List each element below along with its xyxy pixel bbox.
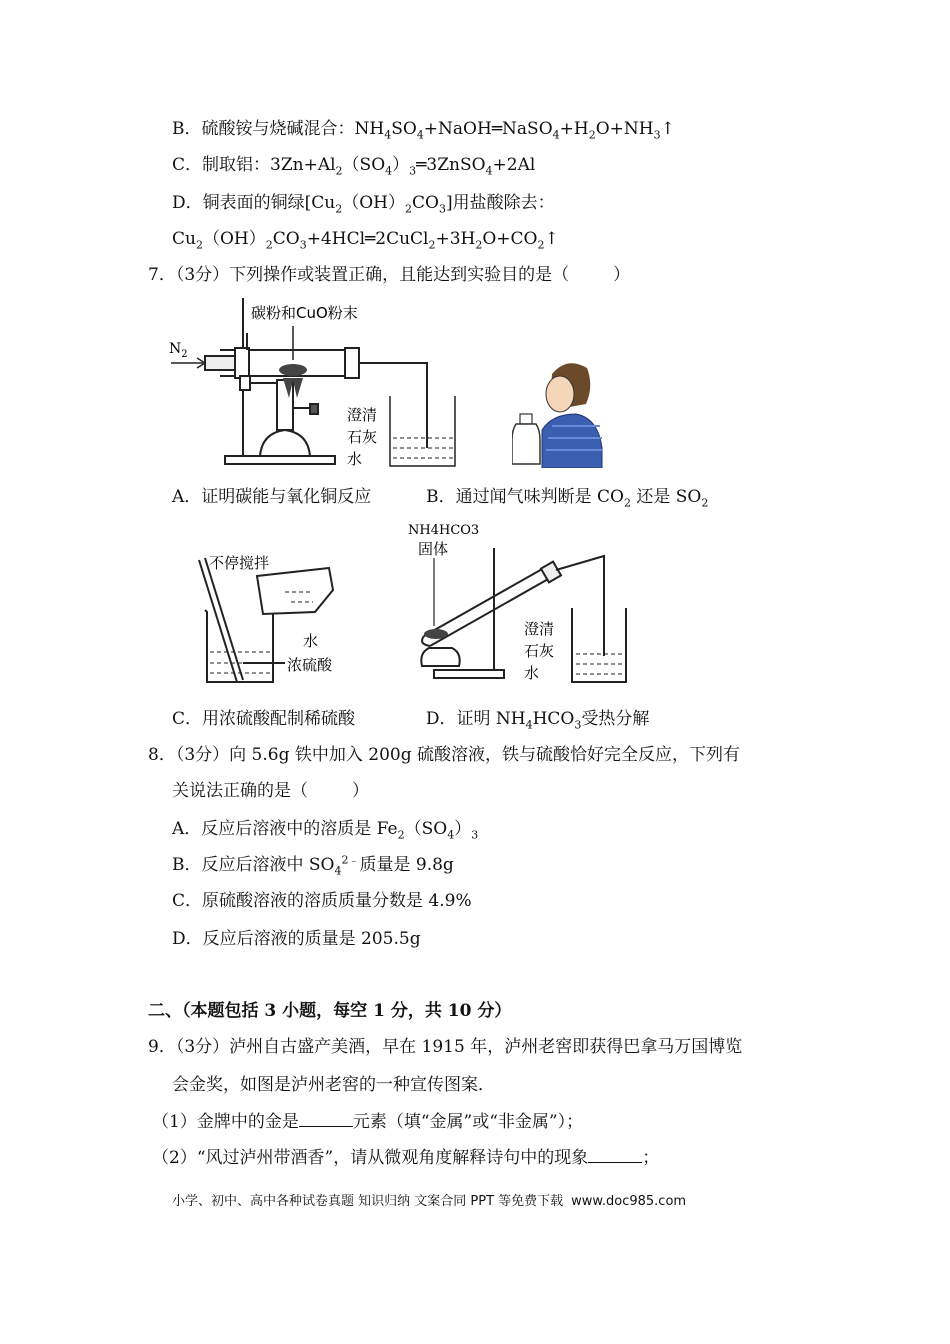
- q9-stem-cont: 会金奖，如图是泸州老窖的一种宣传图案．: [172, 1075, 495, 1095]
- fig-a-title: 碳粉和CuO粉末: [251, 304, 358, 322]
- q6-option-b: B．硫酸铵与烧碱混合：$NH_4SO_4+NaOH═NaSO_4+H_2O+NH_3↑$: [172, 119, 675, 142]
- fig-c-water-label: 水: [303, 632, 319, 650]
- fig-a-lime-label-3: 水: [347, 450, 363, 468]
- svg-text:N2: $N_2$: [169, 341, 188, 360]
- fig-d-formula: NH4HCO3: [408, 523, 480, 538]
- q8-option-c: C．原硫酸溶液的溶质质量分数是 4.9%: [172, 891, 472, 911]
- fig-a-lime-label-2: 石灰: [347, 428, 378, 446]
- q8-stem: 8．（3分）向 5.6g 铁中加入 200g 硫酸溶液，铁与硫酸恰好完全反应，下列有: [148, 745, 740, 765]
- fig-d-lime-label-3: 水: [524, 664, 540, 682]
- section-2-heading: 二、（本题包括 3 小题，每空 1 分，共 10 分）: [148, 1001, 512, 1021]
- fig-c-acid-label: 浓硫酸: [287, 656, 333, 674]
- q8-option-b: B．反应后溶液中 $SO_4^{2﹣}$质量是 9.8g: [172, 853, 454, 878]
- figure-d-heating: [404, 518, 629, 688]
- q7-option-c: C．用浓硫酸配制稀硫酸: [172, 709, 356, 729]
- figure-b-smelling: [512, 356, 604, 468]
- q9-part-1: （1）金牌中的金是 元素（填“金属”或“非金属”）；: [152, 1112, 584, 1132]
- q7-stem: 7．（3分）下列操作或装置正确，且能达到实验目的是（ ）: [148, 265, 631, 285]
- fig-d-lime-label-1: 澄清: [524, 620, 555, 638]
- q7-options-cd: [172, 708, 649, 730]
- footer-url[interactable]: www.doc985.com: [571, 1194, 687, 1209]
- fig-a-lime-label-1: 澄清: [347, 406, 378, 424]
- fig-d-solid-label: 固体: [418, 540, 449, 558]
- fig-c-stir-label: 不停搅拌: [209, 554, 270, 572]
- figure-c-dilution: [195, 548, 395, 688]
- figure-a-apparatus: [165, 298, 460, 470]
- q8-option-a: A．反应后溶液中的溶质是 $Fe_2(SO_4)_3$: [172, 819, 479, 842]
- page-footer: [172, 1190, 686, 1209]
- q6-option-d-equation: $Cu_2(OH)_2CO_3+4HCl═2CuCl_2+3H_2O+CO_2↑$: [172, 229, 559, 252]
- q8-option-d: D．反应后溶液的质量是 205.5g: [172, 929, 421, 949]
- q8-stem-cont: 关说法正确的是（ ）: [172, 781, 369, 801]
- footer-text: 小学、初中、高中各种试卷真题 知识归纳 文案合同 PPT 等免费下载: [172, 1194, 564, 1209]
- fig-d-lime-label-2: 石灰: [524, 642, 555, 660]
- q6-option-c: C．制取铝：$3Zn+Al_2(SO_4)_3═3ZnSO_4+2Al$: [172, 155, 536, 178]
- q7-option-d: D．证明 $NH_4HCO_3$受热分解: [425, 709, 650, 732]
- answer-blank-1[interactable]: [299, 1110, 353, 1127]
- answer-blank-2[interactable]: [588, 1146, 642, 1163]
- q6-option-d: D．铜表面的铜绿$[Cu_2(OH)_2CO_3]$用盐酸除去：: [172, 193, 555, 216]
- q7-options-ab: [172, 486, 708, 508]
- q9-stem: 9．（3分）泸州自古盛产美酒，早在 1915 年，泸州老窖即获得巴拿马万国博览: [148, 1037, 743, 1057]
- q9-part-2: （2）“风过泸州带酒香”，请从微观角度解释诗句中的现象 ；: [152, 1148, 660, 1168]
- q7-option-a: A．证明碳能与氧化铜反应: [172, 487, 372, 507]
- q7-option-b: B．通过闻气味判断是 $CO_2$ 还是 $SO_2$: [426, 487, 709, 510]
